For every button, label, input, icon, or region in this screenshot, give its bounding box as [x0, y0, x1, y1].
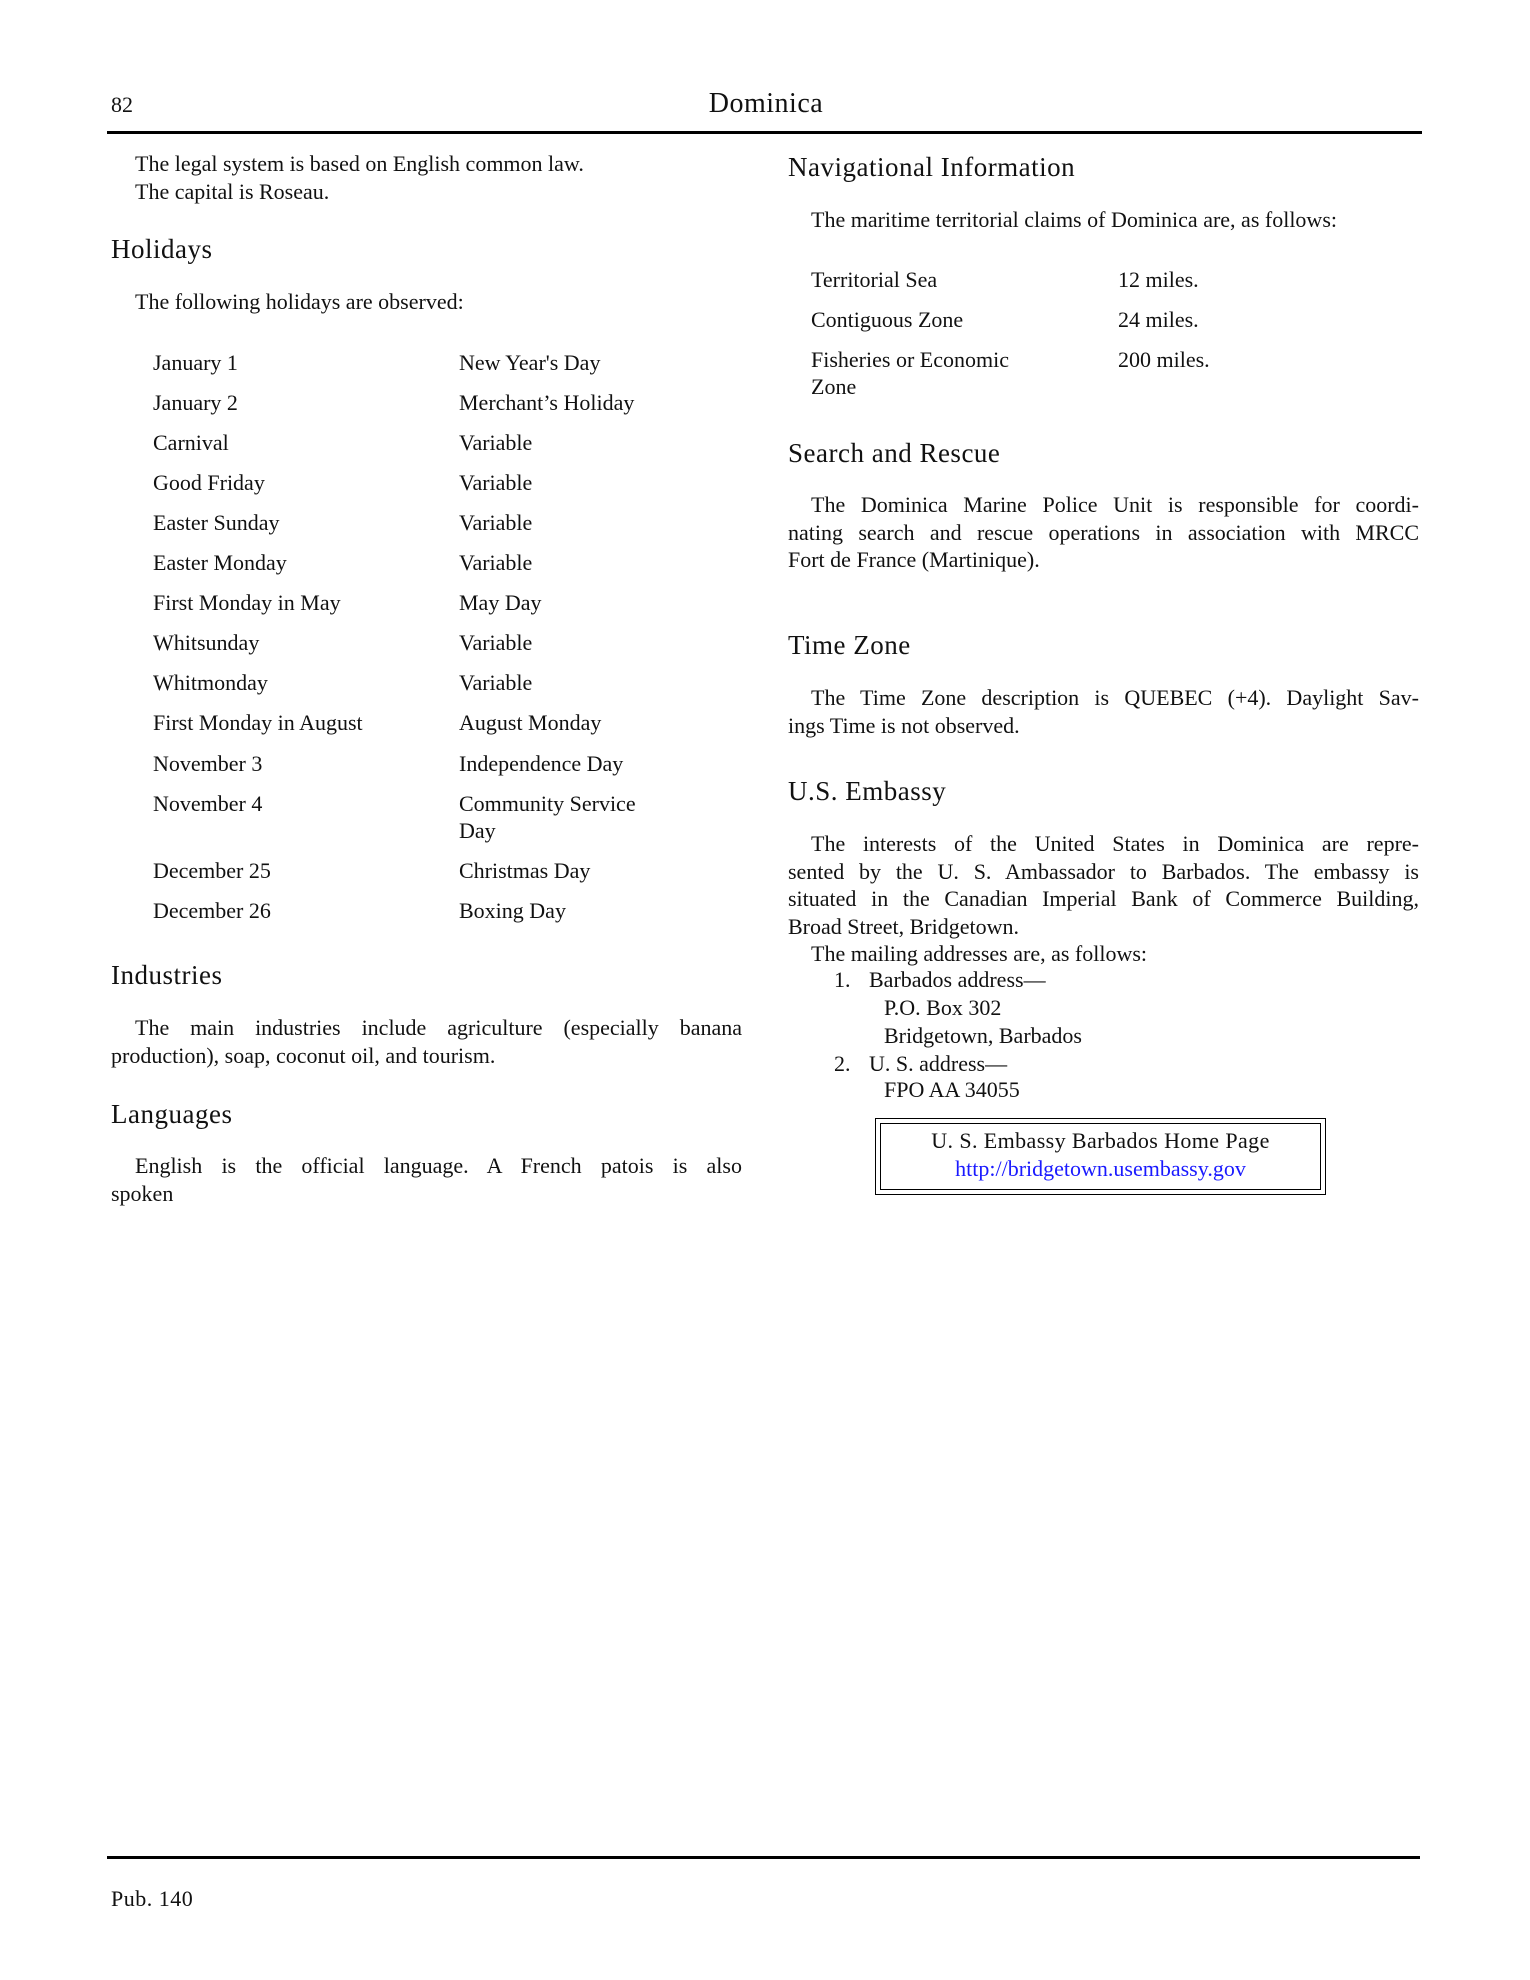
holiday-date: January 2 [153, 390, 238, 415]
holiday-date: Carnival [153, 430, 229, 455]
claim-value: 24 miles. [1118, 307, 1199, 332]
industries-text: The main industries include agriculture (especially banana [135, 1015, 742, 1040]
holiday-name: Community Service [459, 791, 636, 816]
holiday-name: Variable [459, 470, 533, 495]
holiday-date: First Monday in August [153, 710, 363, 735]
claim-zone: Contiguous Zone [811, 307, 964, 332]
holiday-date: Easter Sunday [153, 510, 280, 535]
claim-value: 200 miles. [1118, 347, 1210, 372]
intro-line: The capital is Roseau. [135, 179, 330, 204]
claim-zone: Territorial Sea [811, 267, 938, 292]
holiday-date: November 4 [153, 791, 263, 816]
tz-text: The Time Zone description is QUEBEC (+4). Daylight Sav- [811, 685, 1419, 710]
languages-text: spoken [111, 1181, 174, 1206]
embassy-link[interactable]: http://bridgetown.usembassy.gov [955, 1156, 1246, 1181]
holidays-heading: Holidays [111, 234, 213, 264]
embassy-text: sented by the U. S. Ambassador to Barbados. The embassy is [788, 859, 1419, 884]
box-title: U. S. Embassy Barbados Home Page [931, 1128, 1270, 1153]
mailing-intro: The mailing addresses are, as follows: [811, 941, 1148, 966]
holiday-date: December 25 [153, 858, 271, 883]
tz-text: ings Time is not observed. [788, 713, 1020, 738]
holiday-name: Independence Day [459, 751, 624, 776]
holiday-name: Variable [459, 510, 533, 535]
page-number: 82 [111, 92, 133, 117]
claim-zone: Zone [811, 374, 857, 399]
claim-value: 12 miles. [1118, 267, 1199, 292]
address-number: 1. [834, 967, 851, 992]
embassy-text: situated in the Canadian Imperial Bank of Commerce Building, [788, 886, 1419, 911]
footer-rule [107, 1856, 1420, 1859]
holiday-date: First Monday in May [153, 590, 341, 615]
embassy-heading: U.S. Embassy [788, 776, 947, 806]
languages-text: English is the official language. A French patois is also [135, 1153, 742, 1178]
holiday-date: Easter Monday [153, 550, 287, 575]
holiday-date: Whitmonday [153, 670, 268, 695]
holiday-name: May Day [459, 590, 542, 615]
sar-text: The Dominica Marine Police Unit is responsible for coordi- [811, 492, 1419, 517]
sar-heading: Search and Rescue [788, 438, 1001, 468]
industries-heading: Industries [111, 960, 223, 990]
sar-text: nating search and rescue operations in association with MRCC [788, 520, 1419, 545]
nav-heading: Navigational Information [788, 152, 1076, 182]
holiday-name: Day [459, 818, 496, 843]
holiday-name: Boxing Day [459, 898, 566, 923]
holidays-intro: The following holidays are observed: [135, 289, 464, 314]
holiday-date: January 1 [153, 350, 238, 375]
industries-text: production), soap, coconut oil, and tourism. [111, 1043, 496, 1068]
intro-line: The legal system is based on English common law. [135, 151, 584, 176]
holiday-date: December 26 [153, 898, 271, 923]
address-line: FPO AA 34055 [884, 1077, 1020, 1102]
embassy-text: Broad Street, Bridgetown. [788, 914, 1019, 939]
holiday-name: Variable [459, 430, 533, 455]
holiday-date: November 3 [153, 751, 263, 776]
nav-intro: The maritime territorial claims of Dominica are, as follows: [811, 207, 1337, 232]
page-title: Dominica [708, 88, 824, 119]
header-rule [107, 131, 1422, 134]
holiday-name: Variable [459, 670, 533, 695]
publication-number: Pub. 140 [111, 1886, 194, 1911]
holiday-name: Variable [459, 550, 533, 575]
holiday-name: Merchant’s Holiday [459, 390, 635, 415]
holiday-name: Christmas Day [459, 858, 591, 883]
address-label: U. S. address— [869, 1051, 1008, 1076]
embassy-text: The interests of the United States in Dominica are repre- [811, 831, 1419, 856]
sar-text: Fort de France (Martinique). [788, 547, 1040, 572]
holiday-date: Good Friday [153, 470, 265, 495]
address-number: 2. [834, 1051, 851, 1076]
holiday-date: Whitsunday [153, 630, 260, 655]
address-line: Bridgetown, Barbados [884, 1023, 1082, 1048]
address-line: P.O. Box 302 [884, 995, 1002, 1020]
claim-zone: Fisheries or Economic [811, 347, 1009, 372]
embassy-homepage-box [875, 1118, 1326, 1195]
holiday-name: Variable [459, 630, 533, 655]
address-label: Barbados address— [869, 967, 1046, 992]
tz-heading: Time Zone [788, 630, 911, 660]
holiday-name: New Year's Day [459, 350, 601, 375]
holiday-name: August Monday [459, 710, 602, 735]
languages-heading: Languages [111, 1099, 233, 1129]
